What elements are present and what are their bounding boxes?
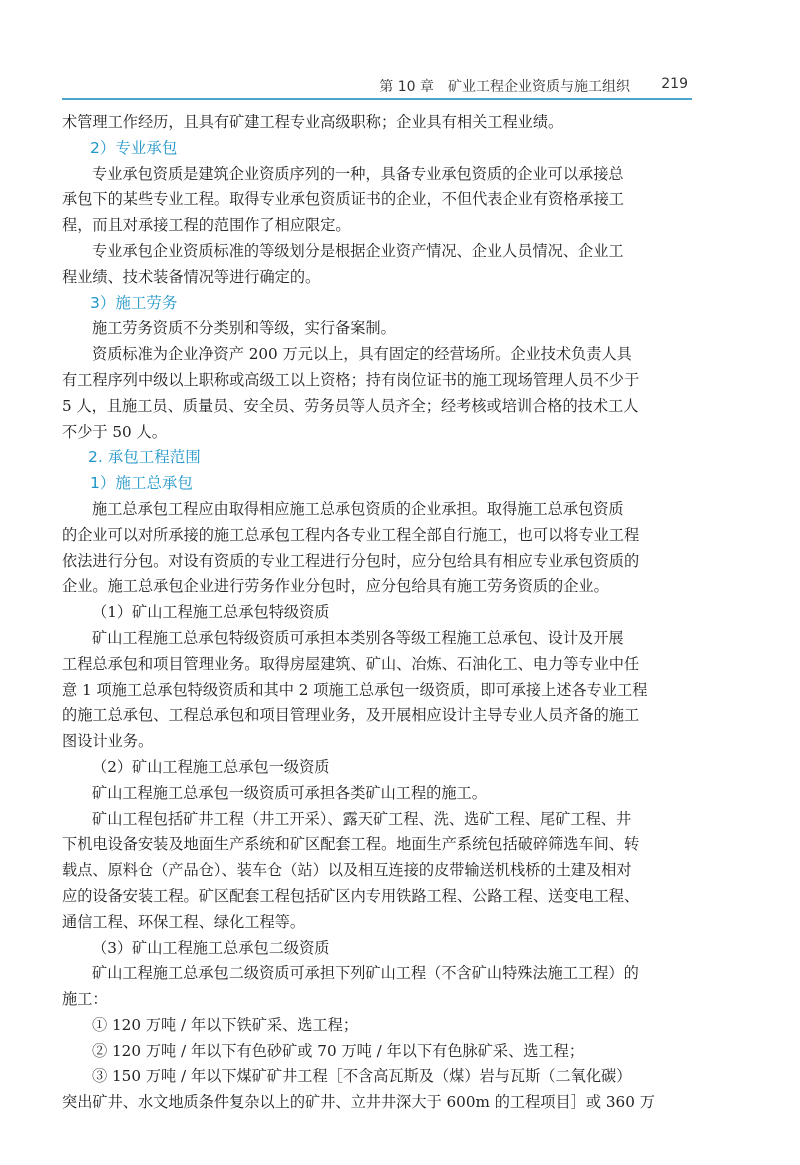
paragraph-line: 通信工程、环保工程、绿化工程等。	[62, 912, 305, 931]
paragraph-line: 应的设备安装工程。矿区配套工程包括矿区内专用铁路工程、公路工程、送变电工程、	[62, 886, 640, 905]
paragraph-line: ① 120 万吨 / 年以下铁矿采、选工程；	[92, 1015, 359, 1034]
paragraph-line: 工程总承包和项目管理业务。取得房屋建筑、矿山、冶炼、石油化工、电力等专业中任	[62, 654, 640, 673]
paragraph-line: 的企业可以对所承接的施工总承包工程内各专业工程全部自行施工，也可以将专业工程	[62, 525, 640, 544]
paragraph-line: 专业承包企业资质标准的等级划分是根据企业资产情况、企业人员情况、企业工	[92, 241, 624, 260]
paragraph-line: （1）矿山工程施工总承包特级资质	[92, 603, 330, 622]
paragraph-line: 意 1 项施工总承包特级资质和其中 2 项施工总承包一级资质，即可承接上述各专业工程	[62, 680, 648, 699]
section-heading: 3）施工劳务	[90, 293, 178, 312]
paragraph-line: 的施工总承包、工程总承包和项目管理业务，及开展相应设计主导专业人员齐备的施工	[62, 706, 640, 725]
section-heading: 2. 承包工程范围	[88, 448, 201, 467]
paragraph-line: 矿山工程包括矿井工程（井工开采）、露天矿工程、洗、选矿工程、尾矿工程、井	[92, 809, 632, 828]
paragraph-line: 程业绩、技术装备情况等进行确定的。	[62, 267, 321, 286]
paragraph-line: 矿山工程施工总承包一级资质可承担各类矿山工程的施工。	[92, 783, 487, 802]
paragraph-line: 图设计业务。	[62, 732, 154, 751]
running-header	[62, 74, 692, 100]
paragraph-line: 程，而且对承接工程的范围作了相应限定。	[62, 216, 351, 235]
paragraph-line: 施工：	[62, 990, 108, 1009]
page-number: 219	[661, 76, 688, 92]
chapter-title: 第 10 章 矿业工程企业资质与施工组织	[379, 79, 630, 95]
paragraph-line: 矿山工程施工总承包特级资质可承担本类别各等级工程施工总承包、设计及开展	[92, 628, 624, 647]
paragraph-line: 施工劳务资质不分类别和等级，实行备案制。	[92, 319, 396, 338]
header-rule	[62, 98, 692, 100]
paragraph-line: 资质标准为企业净资产 200 万元以上，具有固定的经营场所。企业技术负责人具	[92, 345, 632, 364]
paragraph-line: 5 人，且施工员、质量员、安全员、劳务员等人员齐全；经考核或培训合格的技术工人	[62, 396, 639, 415]
paragraph-line: 依法进行分包。对设有资质的专业工程进行分包时，应分包给具有相应专业承包资质的	[62, 551, 640, 570]
paragraph-line: ② 120 万吨 / 年以下有色砂矿或 70 万吨 / 年以下有色脉矿采、选工程；	[92, 1041, 585, 1060]
paragraph-line: 承包下的某些专业工程。取得专业承包资质证书的企业，不但代表企业有资格承接工	[62, 190, 624, 209]
paragraph-line: 专业承包资质是建筑企业资质序列的一种，具备专业承包资质的企业可以承接总	[92, 164, 624, 183]
paragraph-line: 下机电设备安装及地面生产系统和矿区配套工程。地面生产系统包括破碎筛选车间、转	[62, 835, 640, 854]
paragraph-line: 企业。施工总承包企业进行劳务作业分包时，应分包给具有施工劳务资质的企业。	[62, 577, 609, 596]
paragraph-line: 突出矿井、水文地质条件复杂以上的矿井、立井井深大于 600m 的工程项目］或 360 万	[62, 1093, 655, 1112]
paragraph-line: 施工总承包工程应由取得相应施工总承包资质的企业承担。取得施工总承包资质	[92, 499, 624, 518]
paragraph-line: 不少于 50 人。	[62, 422, 167, 441]
paragraph-line: 有工程序列中级以上职称或高级工以上资格；持有岗位证书的施工现场管理人员不少于	[62, 370, 640, 389]
paragraph-line: 矿山工程施工总承包二级资质可承担下列矿山工程（不含矿山特殊法施工工程）的	[92, 964, 639, 983]
paragraph-line: （3）矿山工程施工总承包二级资质	[92, 938, 330, 957]
paragraph-line: ③ 150 万吨 / 年以下煤矿矿井工程［不含高瓦斯及（煤）岩与瓦斯（二氧化碳）	[92, 1067, 632, 1086]
section-heading: 2）专业承包	[90, 138, 178, 157]
paragraph-line: （2）矿山工程施工总承包一级资质	[92, 757, 330, 776]
page-body	[62, 110, 692, 1116]
paragraph-line: 术管理工作经历，且具有矿建工程专业高级职称；企业具有相关工程业绩。	[62, 113, 564, 131]
section-heading: 1）施工总承包	[90, 474, 193, 493]
paragraph-line: 载点、原料仓（产品仓）、装车仓（站）以及相互连接的皮带输送机栈桥的土建及相对	[62, 861, 632, 880]
